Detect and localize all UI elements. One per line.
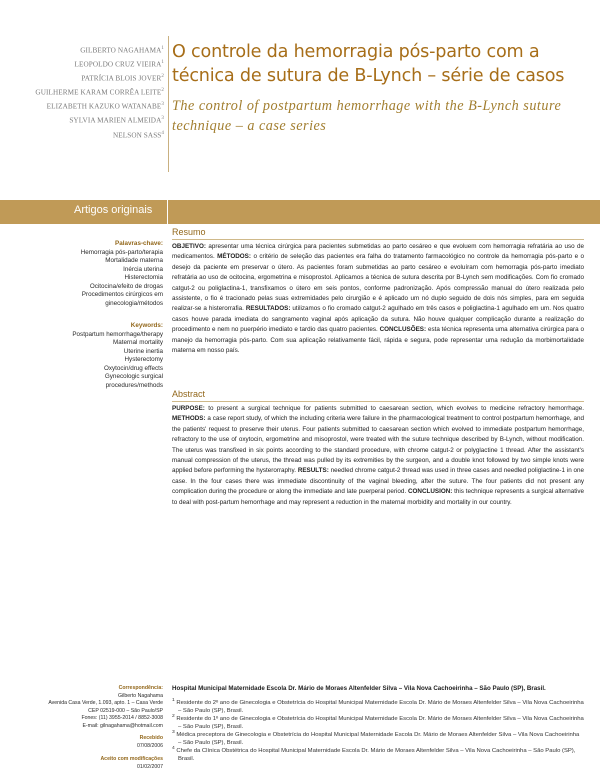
received-heading: Recebido (139, 735, 163, 741)
keyword: Histerectomia (124, 274, 163, 281)
author: GUILHERME KARAM CORRÊA LEITE$^2$ (35, 88, 164, 97)
section-label: Artigos originais (74, 204, 153, 216)
keyword: ginecologia/métodos (105, 299, 163, 307)
keyword: Ocitocina/efeito de drogas (89, 282, 163, 290)
keyword: procedures/methods (105, 381, 163, 389)
keywords-en-heading: Keywords: (130, 322, 163, 329)
author: ELIZABETH KAZUKO WATANABE$^3$ (46, 102, 164, 111)
accepted-date: 01/02/2007 (137, 763, 163, 770)
keyword: Hemorragia pós-parto/terapia (80, 248, 163, 256)
correspondence-line: Avenida Casa Verde, 1.093, apto. 1 – Casa Verde (48, 700, 163, 707)
footnote: $^3$ Médica preceptora de Ginecologia e Obstetrícia do Hospital Municipal Maternidade Escola Dr. Mário de Moraes Altenfelder Silva – Vila Nova Cachoeirinha – São Paulo (SP), Brasil. (172, 730, 580, 746)
correspondence-heading: Correspondência: (118, 685, 163, 691)
footnote: $^1$ Residente do 2º ano de Ginecologia e Obstetrícia do Hospital Municipal Maternidade Escola Dr. Mário de Moraes Altenfelder Silva – Vila Nova Cachoeirinha – São Paulo (SP), Brasil. (172, 698, 584, 714)
correspondence-line: CEP 02519-000 – São Paulo/SP (88, 707, 163, 714)
band-divider (167, 200, 168, 224)
author: NELSON SASS$^4$ (112, 130, 164, 139)
keyword: Inércia uterina (123, 265, 163, 273)
keywords-en (0, 322, 163, 390)
hospital-affiliation: Hospital Municipal Maternidade Escola Dr. Mário de Moraes Altenfelder Silva – Vila Nova Cachoeirinha – São Paulo (SP), Brasil. (172, 685, 546, 692)
accepted-block (0, 756, 163, 771)
keywords-pt (0, 240, 163, 308)
resumo-rule (172, 239, 584, 240)
resumo-body: OBJETIVO: apresentar uma técnica cirúrgica para pacientes submetidas ao parto cesáreo e que evoluem com hemorragia refratária ao uso de medicamentos. MÉTODOS: o critério de seleção das pacientes era falha do tratamento farmacológico no controle da hemorragia pós-parto e o desejo da paciente em preservar o útero. As pacientes foram submetidas ao parto cesáreo e evoluíram com hemorragia pós-parto imediato refratária ao uso de ocitocina, ergometrina e misoprostol. Aplicamos a técnica de sutura descrita por B-Lynch sem modificações. Com fio cromado catgut-2 ou poliglactina-1, transfixamos o útero em seis pontos, conforme padronização. Após compressão manual do útero realizada pelo assistente, o fio é tracionado pelas suas extremidades pelo cirurgião e é aplicado um nó duplo seguido de dois nós simples, para em seguida realizar-se a histerorrafia. RESULTADOS: utilizamos o fio cromado catgut-2 agulhado em três casos e poliglactina-1 agulhado em um. Nos quatro casos houve parada imediata do sangramento vaginal após aplicação da sutura. Não houve qualquer complicação durante a realização do procedimento e nem no puerpério imediato e tardio das quatro pacientes. CONCLUSÕES: esta técnica representa uma alternativa cirúrgica para o manejo da hemorragia pós-parto. Com sua aplicação relativamente fácil, rápida e segura, pode representar uma redução da morbimortalidade materna em nosso país. (172, 243, 585, 355)
correspondence-line: Gilberto Nagahama (118, 692, 163, 699)
keyword: Gynecologic surgical (104, 373, 163, 380)
received-block (0, 735, 163, 750)
accepted-heading: Aceito com modificações (100, 756, 163, 762)
keyword: Uterine inertia (123, 347, 163, 355)
section-band (0, 200, 600, 224)
keyword: Mortalidade materna (105, 257, 163, 264)
footnote: $^2$ Residente do 1º ano de Ginecologia e Obstetrícia do Hospital Municipal Maternidade Escola Dr. Mário de Moraes Altenfelder Silva – Vila Nova Cachoeirinha – São Paulo (SP), Brasil. (172, 714, 584, 730)
author: SYLVIA MARIEN ALMEIDA$^3$ (69, 116, 164, 125)
keyword: Maternal mortality (112, 339, 163, 346)
abstract-heading: Abstract (172, 389, 206, 399)
author: LEOPOLDO CRUZ VIEIRA$^1$ (74, 60, 164, 69)
abstract-body: PURPOSE: to present a surgical technique for patients submitted to caesarean section, which evolves to medicine refractory hemorrhage. METHODS: a case report study, of which the including criteria were failure in the pharmacological treatment to control postpartum hemorrhage, and the patients' request to preserve their uterus. Four patients submitted to caesarean section which evolved to immediate postpartum hemorrhage, refractory to the use of oxytocin, ergometrine and misoprostol, were treated with the suture technique described by B-Lynch, without modification. The uterus was transfixed in six points according to the standard procedure, with chrome catgut-2 or polyglactine 1 thread. After the assistant's manual compression of the uterus, the thread was pulled by its extremities by the surgeon, and a double knot followed by two simple knots were applied before performing the hysterorraphy. RESULTS: needled chrome catgut-2 thread was used in three cases and needled poliglactine-1 in one case. In the four cases there was immediate discontinuity of the vaginal bleeding, after the suture. The four patients did not present any complication during the procedure or along the immediate and late puerperal period. CONCLUSION: this technique represents a surgical alternative to deal with post-partum hemorrhage and may represent a reduction in the maternal morbidity and mortality in our country. (172, 405, 585, 506)
keyword: Postpartum hemorrhage/therapy (72, 330, 163, 338)
correspondence (0, 685, 163, 731)
keyword: Hysterectomy (124, 356, 163, 363)
author: PATRÍCIA BLOIS JOVER$^2$ (81, 74, 164, 83)
correspondence-line: E-mail: gilnagahama@hotmail.com (82, 722, 163, 729)
author-list (0, 43, 164, 142)
resumo-heading: Resumo (172, 227, 206, 237)
keyword: Procedimentos cirúrgicos em (81, 291, 163, 298)
author: GILBERTO NAGAHAMA$^1$ (80, 46, 164, 55)
received-date: 07/08/2006 (137, 742, 163, 749)
footnote: $^4$ Chefe da Clínica Obstétrica do Hospital Municipal Maternidade Escola Dr. Mário de Moraes Altenfelder Silva – Vila Nova Cachoeirinha – São Paulo (SP), Brasil. (172, 746, 576, 762)
keyword: Oxytocin/drug effects (103, 364, 163, 372)
keywords-pt-heading: Palavras-chave: (115, 240, 163, 247)
correspondence-line: Fones: (11) 3955-2014 / 8852-3008 (81, 715, 163, 722)
article-title-english: The control of postpartum hemorrhage with the B-Lynch suture technique – a case series (172, 98, 562, 134)
abstract-rule (172, 401, 584, 402)
divider-vertical (168, 36, 169, 172)
article-title: O controle da hemorragia pós-parto com a técnica de sutura de B-Lynch – série de casos (172, 42, 565, 86)
